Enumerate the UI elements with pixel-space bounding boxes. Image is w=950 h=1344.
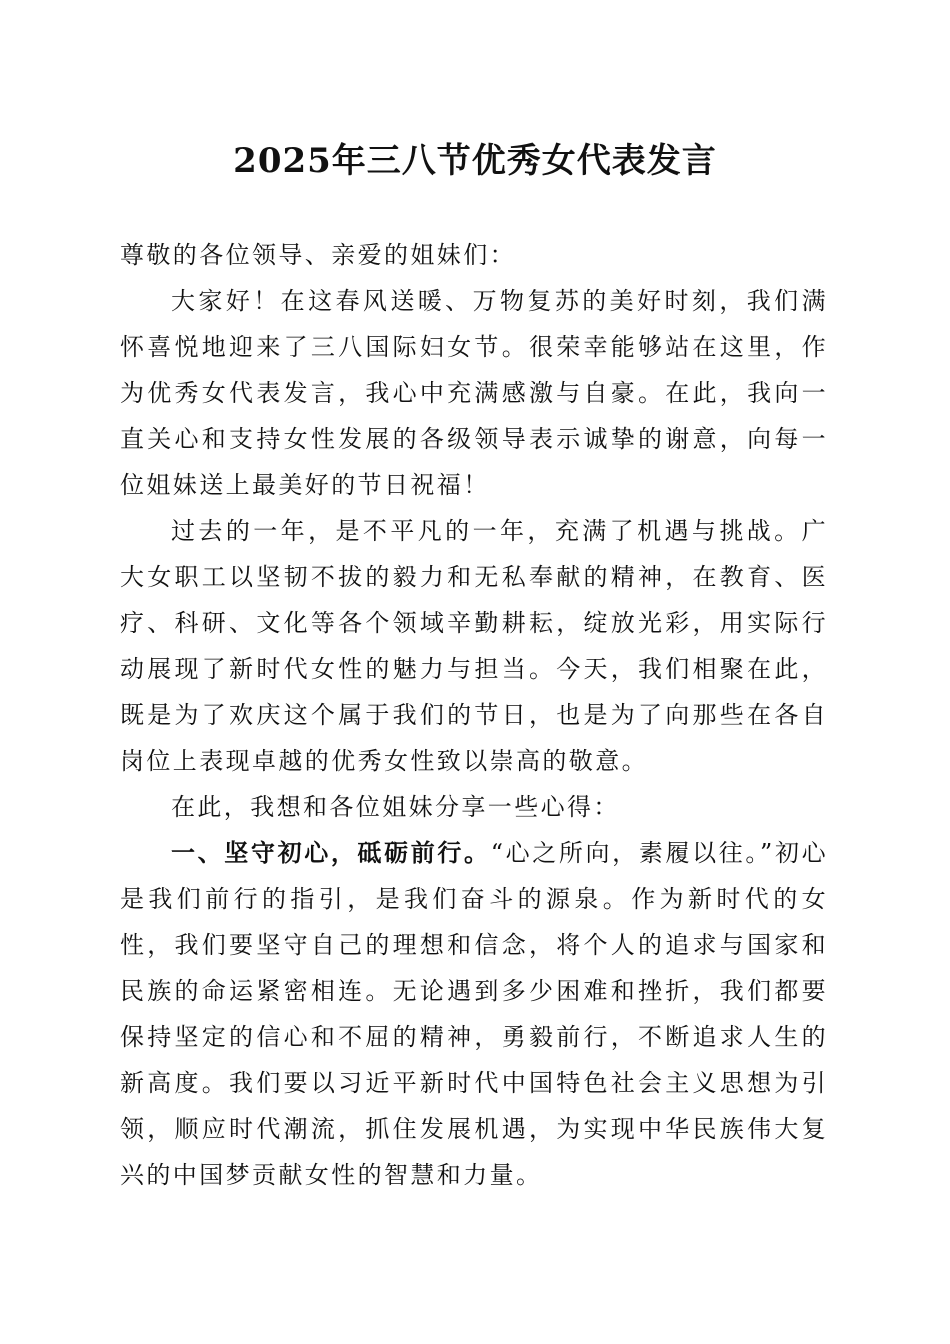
section-1-text: “心之所向，素履以往。”初心是我们前行的指引，是我们奋斗的源泉。作为新时代的女性，我们要坚守自己的理想和信念，将个人的追求与国家和民族的命运紧密相连。无论遇到多少困难和挫折，我们都要保持坚定的信心和不屈的精神，勇毅前行，不断追求人生的新高度。我们要以习近平新时代中国特色社会主义思想为引领，顺应时代潮流，抓住发展机遇，为实现中华民族伟大复兴的中国梦贡献女性的智慧和力量。 [120, 839, 828, 1189]
salutation: 尊敬的各位领导、亲爱的姐妹们： [120, 241, 516, 269]
section-1-paragraph [120, 830, 828, 1198]
paragraph-intro: 在此，我想和各位姐妹分享一些心得： [171, 793, 620, 821]
document-title: 2025年三八节优秀女代表发言 [233, 141, 717, 181]
document-body [120, 232, 828, 1198]
section-1-heading: 一、坚守初心，砥砺前行。 [171, 839, 491, 867]
paragraph-review: 过去的一年，是不平凡的一年，充满了机遇与挑战。广大女职工以坚韧不拔的毅力和无私奉献的精神，在教育、医疗、科研、文化等各个领域辛勤耕耘，绽放光彩，用实际行动展现了新时代女性的魅力与担当。今天，我们相聚在此，既是为了欢庆这个属于我们的节日，也是为了向那些在各自岗位上表现卓越的优秀女性致以崇高的敬意。 [120, 517, 828, 775]
paragraph-greeting: 大家好！在这春风送暖、万物复苏的美好时刻，我们满怀喜悦地迎来了三八国际妇女节。很荣幸能够站在这里，作为优秀女代表发言，我心中充满感激与自豪。在此，我向一直关心和支持女性发展的各级领导表示诚挚的谢意，向每一位姐妹送上最美好的节日祝福！ [120, 287, 828, 499]
